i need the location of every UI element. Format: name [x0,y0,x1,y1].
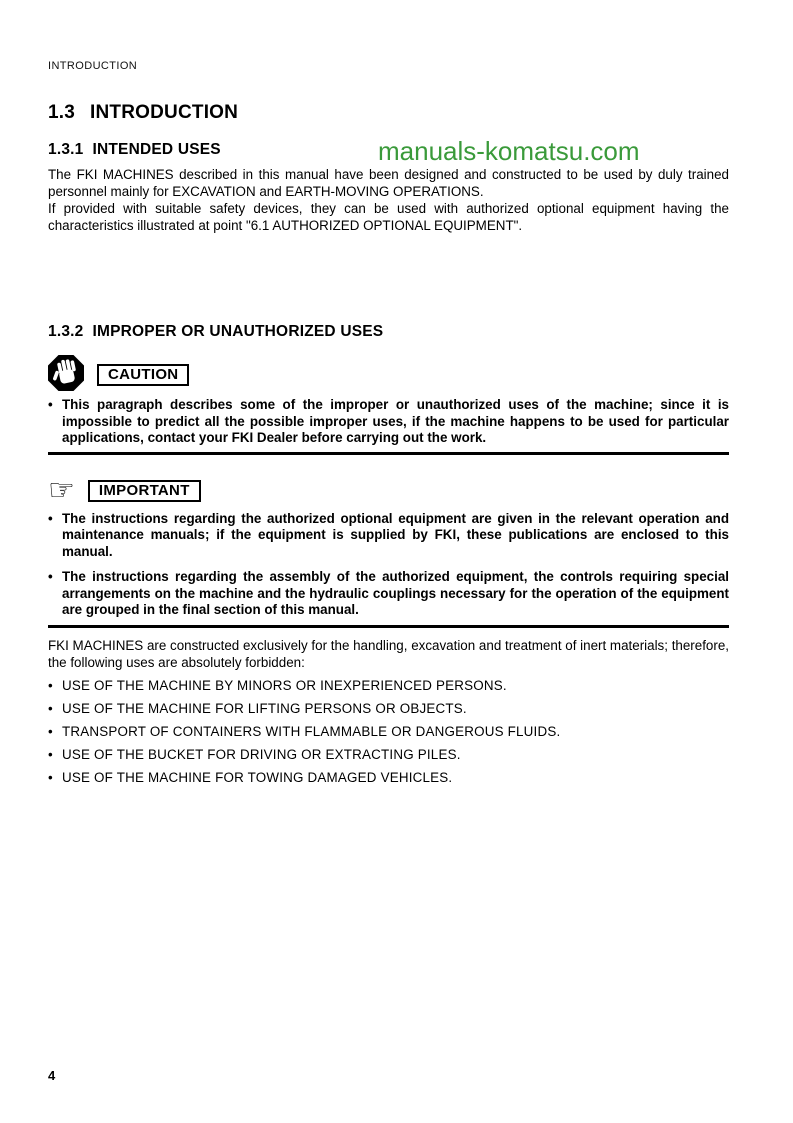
divider-rule [48,452,729,455]
stop-hand-icon [48,355,84,396]
bullet-marker: • [48,746,53,762]
bullet-marker: • [48,677,53,693]
important-bullet-text: The instructions regarding the assembly of the authorized equipment, the controls requiring special arrangements on the machine and the hydraulic couplings necessary for the operation of the equipment are grouped in the final section of this manual. [62,569,729,617]
caution-header [48,357,729,393]
running-head: INTRODUCTION [48,60,138,72]
bullet-marker: • [48,723,53,739]
bullet-marker: • [48,569,53,584]
bullet-marker: • [48,700,53,716]
site-watermark: manuals-komatsu.com [378,136,640,166]
subsection-heading-improper-uses [48,323,729,341]
section-heading [48,102,729,124]
important-bullet-item [48,511,729,561]
caution-bullet-text: This paragraph describes some of the improper or unauthorized uses of the machine; since it is impossible to predict all the possible improper uses, if the machine happens to be used for particular applications, contact your FKI Dealer before carrying out the work. [62,397,729,445]
section-title: INTRODUCTION [90,102,239,123]
forbidden-list-item [48,678,729,694]
subsection-number: 1.3.1 [48,141,84,158]
important-header [48,472,729,508]
important-bullet-text: The instructions regarding the authorized optional equipment are given in the relevant operation and maintenance manuals; if the equipment is supplied by FKI, these publications are enclosed to this manual. [62,510,729,559]
page-number: 4 [48,1068,56,1083]
subsection-number: 1.3.2 [48,323,84,340]
forbidden-list-item [48,770,729,786]
subsection-title: INTENDED USES [92,141,221,158]
forbidden-item-text: USE OF THE MACHINE FOR TOWING DAMAGED VEHICLES. [62,769,453,785]
important-label: IMPORTANT [88,480,201,502]
forbidden-list-item [48,724,729,740]
important-bullet-item [48,569,729,619]
divider-rule [48,625,729,628]
forbidden-list-item [48,747,729,763]
pointing-hand-icon: ☞ [48,472,75,508]
forbidden-list-item [48,701,729,717]
forbidden-item-text: USE OF THE MACHINE FOR LIFTING PERSONS OR OBJECTS. [62,700,467,716]
subsection-title: IMPROPER OR UNAUTHORIZED USES [92,323,384,340]
forbidden-uses-list [48,678,729,786]
intended-uses-paragraph-2: If provided with suitable safety devices, they can be used with authorized optional equipment having the characteristics illustrated at point "6.1 AUTHORIZED OPTIONAL EQUIPMENT". [48,201,729,233]
caution-bullet-item [48,397,729,447]
forbidden-item-text: USE OF THE BUCKET FOR DRIVING OR EXTRACTING PILES. [62,746,461,762]
forbidden-item-text: USE OF THE MACHINE BY MINORS OR INEXPERIENCED PERSONS. [62,677,507,693]
section-number: 1.3 [48,102,76,123]
bullet-marker: • [48,397,53,412]
intended-uses-paragraph-1: The FKI MACHINES described in this manual have been designed and constructed to be used by duly trained personnel mainly for EXCAVATION and EARTH-MOVING OPERATIONS. [48,167,729,199]
bullet-marker: • [48,769,53,785]
caution-label: CAUTION [97,364,189,386]
forbidden-uses-intro: FKI MACHINES are constructed exclusively for the handling, excavation and treatment of inert materials; therefore, the following uses are absolutely forbidden: [48,637,730,670]
bullet-marker: • [48,510,53,526]
forbidden-item-text: TRANSPORT OF CONTAINERS WITH FLAMMABLE OR DANGEROUS FLUIDS. [62,723,561,739]
